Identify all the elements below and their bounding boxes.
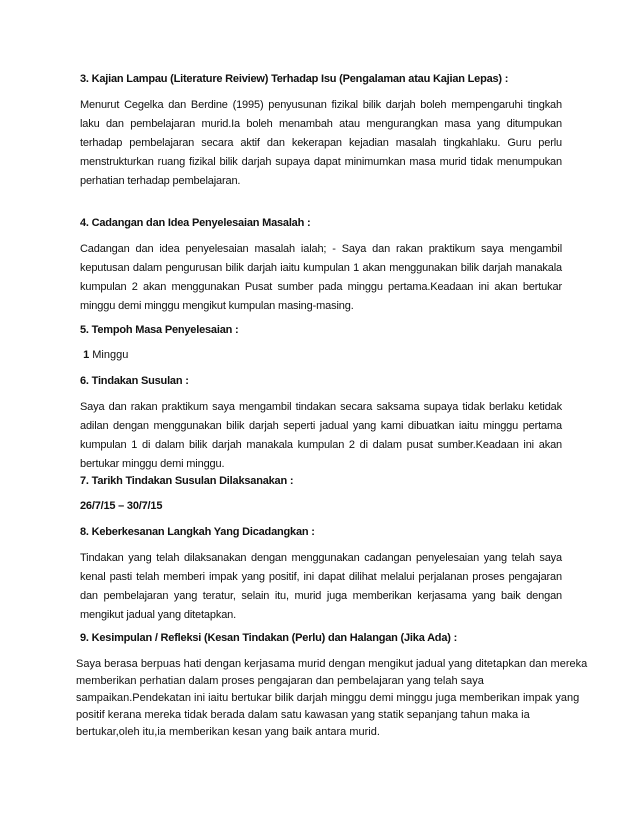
section-5-value <box>80 348 562 362</box>
section-9-line-5: bertukar,oleh itu,ia memberikan kesan yang baik antara murid. <box>76 726 380 738</box>
duration-unit: Minggu <box>89 349 129 361</box>
section-3 <box>80 72 562 86</box>
section-9 <box>80 631 562 645</box>
section-5-heading: 5. Tempoh Masa Penyelesaian : <box>80 324 239 336</box>
section-8-body-wrap <box>80 549 562 625</box>
section-8-heading: 8. Keberkesanan Langkah Yang Dicadangkan : <box>80 526 315 538</box>
section-4-body-wrap <box>80 240 562 316</box>
section-9-body-wrap <box>76 656 588 741</box>
section-5-value-wrap <box>80 348 562 362</box>
section-7 <box>80 474 562 488</box>
section-4-heading: 4. Cadangan dan Idea Penyelesaian Masalah : <box>80 217 311 229</box>
section-7-date-range: 26/7/15 – 30/7/15 <box>80 500 163 512</box>
section-3-body: Menurut Cegelka dan Berdine (1995) penyusunan fizikal bilik darjah boleh mempengaruhi tingkah laku dan pembelajaran murid.Ia boleh menambah atau mengurangkan masa yang ditumpukan terhadap pembelajaran secara aktif dan kekerapan kejadian masalah tingkahlaku. Guru perlu menstrukturkan ruang fizikal bilik darjah supaya dapat minimumkan masa murid tidak menumpukan perhatian terhadap pembelajaran. <box>80 99 562 187</box>
section-9-line-1: Saya berasa berpuas hati dengan kerjasama murid dengan mengikut jadual yang ditetapkan dan mereka <box>76 658 588 670</box>
section-6-body-wrap <box>80 398 562 474</box>
section-6-body: Saya dan rakan praktikum saya mengambil tindakan secara saksama supaya tidak berlaku ketidak adilan dengan menggunakan bilik darjah seperti jadual yang kami dibuatkan iaitu minggu pertama kumpulan 1 di dalam bilik darjah manakala kumpulan 2 di dalam pusat sumber.Keadaan ini akan bertukar minggu demi minggu. <box>80 401 562 470</box>
section-4 <box>80 216 562 230</box>
section-4-body: Cadangan dan idea penyelesaian masalah ialah; - Saya dan rakan praktikum saya mengambil keputusan dalam pengurusan bilik darjah iaitu kumpulan 1 akan menggunakan bilik darjah manakala kumpulan 2 akan menggunakan Pusat sumber pada minggu pertama.Keadaan ini akan bertukar minggu demi minggu mengikut kumpulan masing-masing. <box>80 243 562 312</box>
section-9-heading: 9. Kesimpulan / Refleksi (Kesan Tindakan (Perlu) dan Halangan (Jika Ada) : <box>80 632 458 644</box>
section-3-body-wrap <box>80 96 562 191</box>
duration-number: 1 <box>83 349 90 361</box>
section-9-line-2: memberikan perhatian dalam proses pengajaran dan pembelajaran yang telah saya <box>76 675 484 687</box>
section-9-line-4: positif kerana mereka tidak berada dalam satu kawasan yang statik sepanjang tahun maka ia <box>76 709 530 721</box>
section-7-heading: 7. Tarikh Tindakan Susulan Dilaksanakan : <box>80 475 294 487</box>
section-6 <box>80 374 562 388</box>
section-8-body: Tindakan yang telah dilaksanakan dengan menggunakan cadangan penyelesaian yang telah saya kenal pasti telah memberi impak yang positif, ini dapat dilihat melalui perjalanan proses pengajaran dan pembelajaran yang teratur, selain itu, murid juga memberikan kerjasama yang baik dengan mengikut jadual yang ditetapkan. <box>80 552 562 621</box>
section-9-line-3: sampaikan.Pendekatan ini iaitu bertukar bilik darjah minggu demi minggu juga memberikan impak yang <box>76 692 580 704</box>
section-7-value-wrap <box>80 499 562 513</box>
section-6-heading: 6. Tindakan Susulan : <box>80 375 189 387</box>
section-3-heading: 3. Kajian Lampau (Literature Reiview) Terhadap Isu (Pengalaman atau Kajian Lepas) : <box>80 73 509 85</box>
section-5 <box>80 323 562 337</box>
section-8 <box>80 525 562 539</box>
